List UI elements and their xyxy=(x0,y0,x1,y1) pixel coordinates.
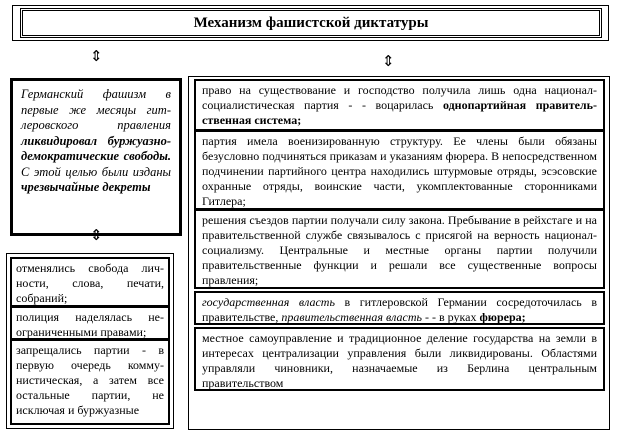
decree-item: отменялись свобода личности, слова, печати, собраний; xyxy=(10,257,170,307)
item-italic-text: государственная власть xyxy=(202,295,335,309)
summary-text: С этой целью были изданы xyxy=(21,164,171,179)
mechanism-item xyxy=(194,291,605,325)
item-bold-text: фюрера; xyxy=(479,310,526,324)
summary-text: Германский фашизм в первые же месяцы гитлеровского правления xyxy=(21,87,171,132)
fascism-summary-box xyxy=(10,78,182,236)
item-text: право на существование и господство получила лишь одна национал-социалистическая партия - - воцарилась xyxy=(202,83,597,112)
summary-bold-text: чрезвычайные декреты xyxy=(21,180,151,194)
summary-bold-text: ликвидировал буржуазно-демократические свободы. xyxy=(21,133,171,163)
double-arrow-icon: ⇕ xyxy=(382,52,395,70)
mechanism-item: местное самоуправление и традиционное деление государства на земли в интересах централизации управления были ликвидированы. Областями управляли чиновники, назначаемые из Берлина центральным правительством xyxy=(194,327,605,391)
double-arrow-icon: ⇕ xyxy=(90,47,103,65)
double-arrow-icon: ⇕ xyxy=(90,226,103,244)
mechanism-item xyxy=(194,79,605,131)
item-italic-text: правительственная власть xyxy=(281,310,423,324)
decree-item: полиция наделялась неограниченными правами; xyxy=(10,306,170,340)
mechanism-item: решения съездов партии получали силу закона. Пребывание в рейхстаге и на правительственной службе связывалось с присягой на верность национал-социализму. Центральные и местные органы партии получили правительственные функции и решали все существенные вопросы правления; xyxy=(194,209,605,289)
item-text: в гитлеровской Германии сосредоточилась в правительстве, xyxy=(202,295,597,324)
diagram-title: Механизм фашистской диктатуры xyxy=(20,8,602,38)
item-bold-text: однопартийная правительственная система; xyxy=(202,98,597,127)
decree-item: запрещались партии - в первую очередь коммунистическая, а затем все остальные партии, не исключая и буржуазные xyxy=(10,339,170,425)
mechanism-item: партия имела военизированную структуру. Ее члены были обязаны безусловно подчиняться приказам и указаниям фюрера. В непосредственном подчинении партийного центра находились штурмовые отряды, эсэсовские охранные отряды, воинские части, укомплектованные сторонниками Гитлера; xyxy=(194,130,605,210)
item-text: - - в руках xyxy=(422,310,480,324)
